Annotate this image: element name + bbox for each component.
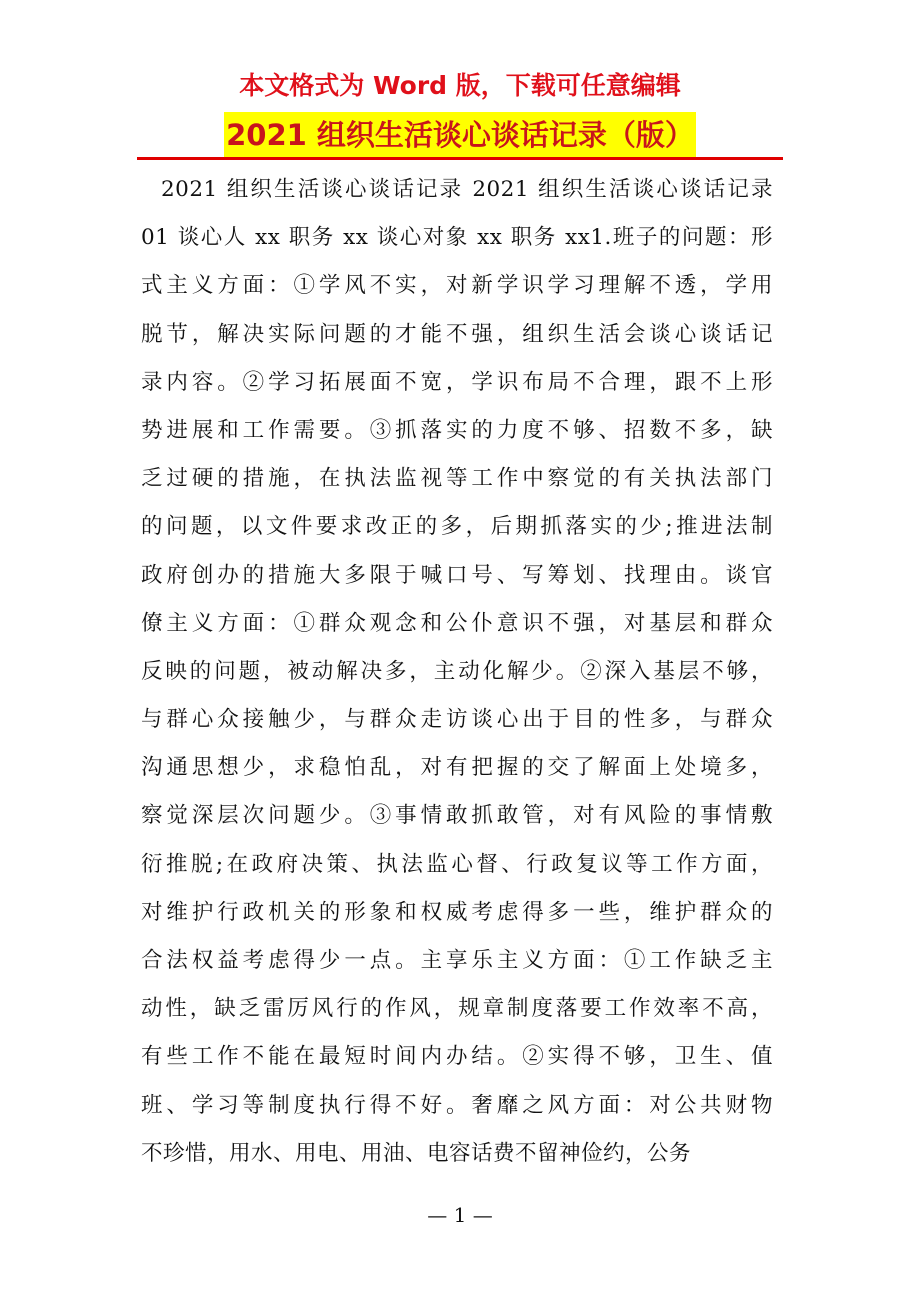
body-line: 有些工作不能在最短时间内办结。②实得不够，卫生、值 xyxy=(141,1044,773,1070)
body-line: 反映的问题，被动解决多，主动化解少。②深入基层不够， xyxy=(141,658,773,684)
body-line: 不珍惜，用水、用电、用油、电容话费不留神俭约，公务 xyxy=(141,1140,692,1166)
title-wrap xyxy=(0,112,920,158)
body-line: 对维护行政机关的形象和权威考虑得多一些，维护群众的 xyxy=(141,899,773,925)
body-line: 2021 组织生活谈心谈话记录 2021 组织生活谈心谈话记录 xyxy=(161,177,773,202)
body-line: 动性，缺乏雷厉风行的作风，规章制度落要工作效率不高， xyxy=(141,996,773,1022)
body-line: 录内容。②学习拓展面不宽，学识布局不合理，跟不上形 xyxy=(141,369,773,395)
body-line: 合法权益考虑得少一点。主享乐主义方面：①工作缺乏主 xyxy=(141,948,773,973)
body-line: 势进展和工作需要。③抓落实的力度不够、招数不多，缺 xyxy=(141,417,773,443)
body-line: 脱节，解决实际问题的才能不强，组织生活会谈心谈话记 xyxy=(141,321,773,347)
body-line: 政府创办的措施大多限于喊口号、写筹划、找理由。谈官 xyxy=(141,562,773,588)
body-line: 沟通思想少，求稳怕乱，对有把握的交了解面上处境多， xyxy=(141,755,773,781)
page-number: — 1 — xyxy=(427,1203,493,1227)
body-line: 与群心众接触少，与群众走访谈心出于目的性多，与群众 xyxy=(141,707,773,733)
body-line: 乏过硬的措施，在执法监视等工作中察觉的有关执法部门 xyxy=(141,466,773,492)
body-line: 衍推脱;在政府决策、执法监心督、行政复议等工作方面， xyxy=(141,851,773,877)
body-line: 僚主义方面：①群众观念和公仆意识不强，对基层和群众 xyxy=(141,610,773,636)
document-title: 2021 组织生活谈心谈话记录（版） xyxy=(224,112,696,158)
body-line: 的问题，以文件要求改正的多，后期抓落实的少;推进法制 xyxy=(141,514,773,540)
body-line: 班、学习等制度执行得不好。奢靡之风方面：对公共财物 xyxy=(141,1092,773,1118)
body-line: 式主义方面：①学风不实，对新学识学习理解不透，学用 xyxy=(141,273,773,299)
body-line: 01 谈心人 xx 职务 xx 谈心对象 xx 职务 xx1.班子的问题：形 xyxy=(141,225,773,251)
format-notice: 本文格式为 Word 版，下载可任意编辑 xyxy=(239,71,681,100)
title-divider xyxy=(137,157,783,160)
body-text xyxy=(141,166,773,1178)
body-line: 察觉深层次问题少。③事情敢抓敢管，对有风险的事情敷 xyxy=(141,803,773,829)
